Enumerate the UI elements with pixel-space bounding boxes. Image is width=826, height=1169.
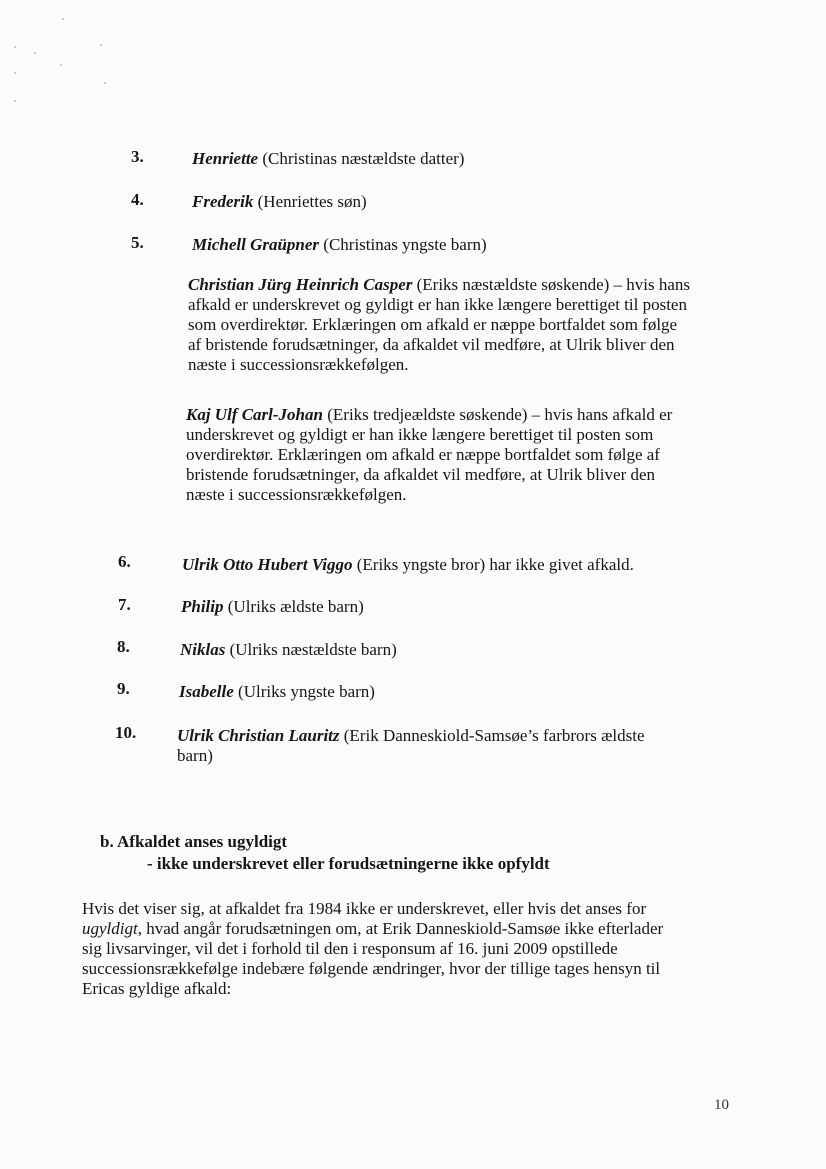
person-name: Philip [181,597,224,616]
person-description: (Christinas næstældste datter) [258,149,465,168]
sub-entry-paragraph [188,275,690,375]
paragraph-line: bristende forudsætninger, da afkaldet vil medføre, at Ulrik bliver den [186,465,656,484]
page-number: 10 [714,1097,729,1113]
person-name: Henriette [192,149,259,168]
person-description: (Henriettes søn) [253,192,367,211]
list-number: 8. [117,637,130,656]
list-item-text [180,640,397,660]
paragraph-line: næste i successionsrækkefølgen. [188,355,409,374]
paragraph-line: af bristende forudsætninger, da afkaldet vil medføre, at Ulrik bliver den [188,335,675,354]
person-description: (Ulriks yngste barn) [233,682,375,701]
list-number: 4. [131,190,144,209]
list-item-text [192,192,367,212]
list-item-text [182,555,634,575]
section-subheading: - ikke underskrevet eller forudsætningerne ikke opfyldt [147,854,550,873]
person-name: Christian Jürg Heinrich Casper [188,275,413,294]
list-number: 9. [117,679,130,698]
list-number: 10. [115,723,137,742]
list-number: 7. [118,595,131,614]
list-item-text [192,235,487,255]
body-paragraph [82,899,663,999]
paragraph-line: som overdirektør. Erklæringen om afkald er næppe bortfaldet som følge [188,315,678,334]
person-description: (Eriks yngste bror) har ikke givet afkald. [352,555,634,574]
paragraph-line: overdirektør. Erklæringen om afkald er næppe bortfaldet som følge af [186,445,660,464]
paragraph-line: Ericas gyldige afkald: [82,979,232,998]
paragraph-line: Christian Jürg Heinrich Casper (Eriks næstældste søskende) – hvis hans [188,275,691,294]
person-description: (Ulriks ældste barn) [223,597,364,616]
paragraph-line: sig livsarvinger, vil det i forhold til den i responsum af 16. juni 2009 opstillede [82,939,618,958]
emphasis-text: ugyldigt [82,919,138,938]
list-item-text [177,726,737,766]
person-name: Isabelle [179,682,234,701]
sub-entry-paragraph [186,405,672,505]
paragraph-line: successionsrækkefølge indebære følgende ændringer, hvor der tillige tages hensyn til [82,959,661,978]
person-description: (Ulriks næstældste barn) [225,640,397,659]
paragraph-line: Kaj Ulf Carl-Johan (Eriks tredjeældste søskende) – hvis hans afkald er [186,405,673,424]
paragraph-line: næste i successionsrækkefølgen. [186,485,407,504]
person-name: Michell Graüpner [192,235,320,254]
paragraph-line: underskrevet og gyldigt er han ikke længere berettiget til posten som [186,425,654,444]
person-description-continued: barn) [177,746,213,765]
section-heading: b. Afkaldet anses ugyldigt [100,832,288,851]
paragraph-line: afkald er underskrevet og gyldigt er han ikke længere berettiget til posten [188,295,687,314]
list-number: 6. [118,552,131,571]
paragraph-line: Hvis det viser sig, at afkaldet fra 1984 ikke er underskrevet, eller hvis det anses for [82,899,647,918]
list-item-text [179,682,375,702]
person-description: (Christinas yngste barn) [319,235,487,254]
person-name: Ulrik Otto Hubert Viggo [182,555,353,574]
person-name: Ulrik Christian Lauritz [177,726,340,745]
paragraph-line: ugyldigt, hvad angår forudsætningen om, at Erik Danneskiold-Samsøe ikke efterlader [82,919,664,938]
person-description: (Erik Danneskiold-Samsøe’s farbrors ældste [339,726,645,745]
person-name: Niklas [180,640,226,659]
person-name: Frederik [192,192,254,211]
list-item-text [181,597,364,617]
list-number: 3. [131,147,144,166]
person-name: Kaj Ulf Carl-Johan [186,405,323,424]
list-item-text [192,149,464,169]
list-number: 5. [131,233,144,252]
